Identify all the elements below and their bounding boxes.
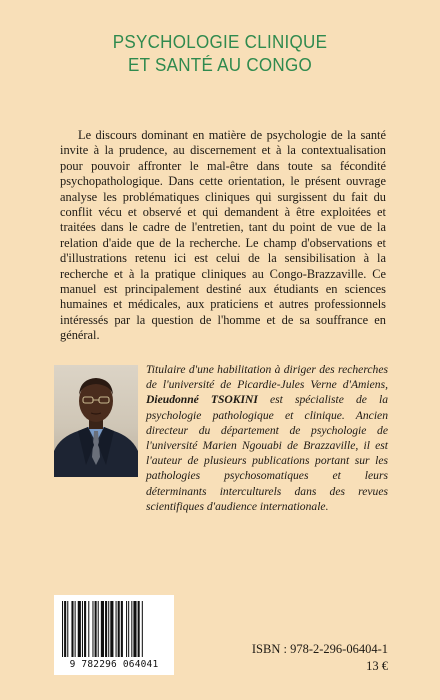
barcode xyxy=(54,595,174,675)
price: 13 € xyxy=(366,659,388,673)
barcode-bars xyxy=(60,601,168,659)
author-name: Dieudonné TSOKINI xyxy=(146,393,258,407)
isbn-block xyxy=(252,641,388,675)
book-title xyxy=(0,30,440,76)
book-title-line-2: ET SANTÉ AU CONGO xyxy=(127,54,313,75)
author-bio-rest: est spécialiste de la psychologie pathologique et clinique. Ancien directeur du département de psychologie de l'université Marien Ngouabi de Brazzaville, il est l'auteur de plusieurs publications portant sur les pathologies psychosomatiques et leurs déterminants interculturels dans des revues scientifiques d'audience internationale. xyxy=(146,393,388,513)
book-summary: Le discours dominant en matière de psychologie de la santé invite à la prudence, au discernement et à la contextualisation pour pouvoir affronter le mal-être dans toute sa fécondité psychopathologique. Dans cette orientation, le présent ouvrage analyse les problématiques cliniques qui surgissent du fait du conflit vécu et observé et qui demandent à être exploitées et traitées dans le cadre de l'entretien, tant du point de vue de la relation d'aide que de la recherche. Le champ d'observations et d'illustrations retenu ici est celui de la sensibilisation à la recherche et à la pratique cliniques au Congo-Brazzaville. Ce manuel est principalement destiné aux étudiants en sciences humaines et médicales, aux praticiens et autres professionnels intéressés par la question de l'homme et de sa souffrance en général. xyxy=(60,128,386,343)
barcode-digits: 9 782296 064041 xyxy=(69,659,159,670)
author-bio-intro: Titulaire d'une habilitation à diriger des recherches de l'université de Picardie-Jules Verne d'Amiens, xyxy=(146,363,388,392)
author-bio xyxy=(146,362,388,514)
author-photo xyxy=(54,365,138,477)
isbn: ISBN : 978-2-296-06404-1 xyxy=(251,642,388,656)
book-title-line-1: PSYCHOLOGIE CLINIQUE xyxy=(112,31,328,52)
